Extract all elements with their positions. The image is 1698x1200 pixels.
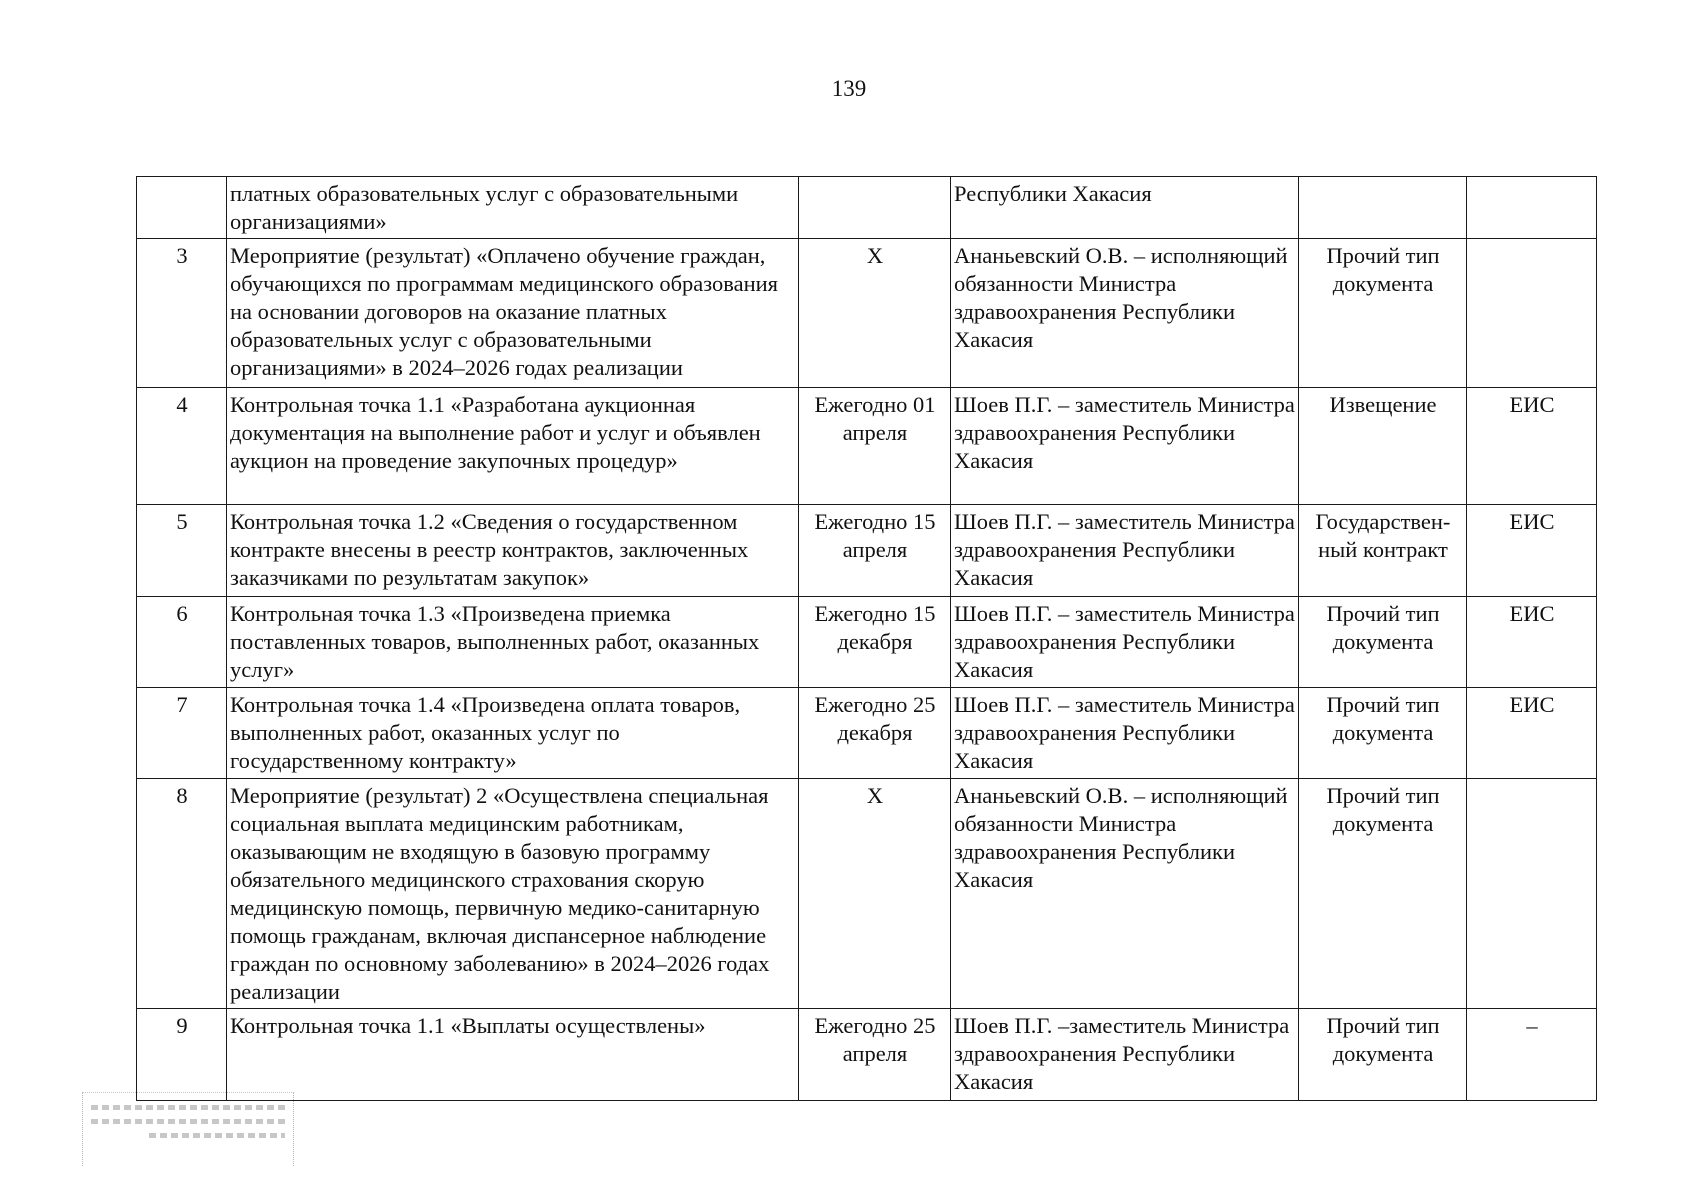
table-row: [137, 1009, 1597, 1101]
row-name: Контрольная точка 1.1 «Выплаты осуществлены»: [227, 1009, 799, 1101]
row-responsible: Шоев П.Г. –заместитель Министра здравоохранения Республики Хакасия: [951, 1009, 1299, 1101]
row-number: 6: [137, 597, 227, 688]
faded-stamp: [82, 1092, 294, 1166]
row-system: [1467, 239, 1597, 388]
table-row: [137, 177, 1597, 239]
row-name: Мероприятие (результат) 2 «Осуществлена специальная социальная выплата медицинским работникам, оказывающим не входящую в базовую программу обязательного медицинского страхования скорую медицинскую помощь, первичную медико-санитарную помощь гражданам, включая диспансерное наблюдение граждан по основному заболеванию» в 2024–2026 годах реализации: [227, 779, 799, 1009]
row-term: Ежегодно 01 апреля: [799, 388, 951, 505]
table-row: [137, 505, 1597, 597]
row-name: Контрольная точка 1.2 «Сведения о государственном контракте внесены в реестр контрактов, заключенных заказчиками по результатам закупок»: [227, 505, 799, 597]
stamp-line: [91, 1105, 285, 1110]
row-responsible: Шоев П.Г. – заместитель Министра здравоохранения Республики Хакасия: [951, 688, 1299, 779]
row-system: ЕИС: [1467, 688, 1597, 779]
row-responsible: Ананьевский О.В. – исполняющий обязанности Министра здравоохранения Республики Хакасия: [951, 239, 1299, 388]
row-responsible: Республики Хакасия: [951, 177, 1299, 239]
row-system: [1467, 779, 1597, 1009]
row-system: [1467, 177, 1597, 239]
row-term: X: [799, 779, 951, 1009]
row-doc-type: [1299, 177, 1467, 239]
row-number: 8: [137, 779, 227, 1009]
row-term: [799, 177, 951, 239]
row-number: [137, 177, 227, 239]
row-responsible: Шоев П.Г. – заместитель Министра здравоохранения Республики Хакасия: [951, 388, 1299, 505]
row-system: ЕИС: [1467, 388, 1597, 505]
row-name: Мероприятие (результат) «Оплачено обучение граждан, обучающихся по программам медицинского образования на основании договоров на оказание платных образовательных услуг с образовательными организациями» в 2024–2026 годах реализации: [227, 239, 799, 388]
table-row: [137, 597, 1597, 688]
row-name: Контрольная точка 1.3 «Произведена приемка поставленных товаров, выполненных работ, оказанных услуг»: [227, 597, 799, 688]
stamp-line: [91, 1119, 285, 1124]
row-system: ЕИС: [1467, 505, 1597, 597]
table-row: [137, 388, 1597, 505]
stamp-line: [149, 1133, 285, 1138]
row-doc-type: Государствен-ный контракт: [1299, 505, 1467, 597]
row-doc-type: Прочий тип документа: [1299, 597, 1467, 688]
row-number: 3: [137, 239, 227, 388]
row-number: 4: [137, 388, 227, 505]
table-row: [137, 779, 1597, 1009]
table-row: [137, 688, 1597, 779]
page-number: 139: [831, 76, 867, 101]
row-term: Ежегодно 15 декабря: [799, 597, 951, 688]
row-responsible: Шоев П.Г. – заместитель Министра здравоохранения Республики Хакасия: [951, 505, 1299, 597]
row-system: –: [1467, 1009, 1597, 1101]
row-name: Контрольная точка 1.1 «Разработана аукционная документация на выполнение работ и услуг и объявлен аукцион на проведение закупочных процедур»: [227, 388, 799, 505]
row-term: Ежегодно 25 декабря: [799, 688, 951, 779]
row-doc-type: Прочий тип документа: [1299, 688, 1467, 779]
row-number: 9: [137, 1009, 227, 1101]
row-system: ЕИС: [1467, 597, 1597, 688]
row-term: Ежегодно 25 апреля: [799, 1009, 951, 1101]
row-doc-type: Прочий тип документа: [1299, 239, 1467, 388]
row-name: Контрольная точка 1.4 «Произведена оплата товаров, выполненных работ, оказанных услуг по государственному контракту»: [227, 688, 799, 779]
table-row: [137, 239, 1597, 388]
row-doc-type: Прочий тип документа: [1299, 779, 1467, 1009]
row-name: платных образовательных услуг с образовательными организациями»: [227, 177, 799, 239]
row-responsible: Шоев П.Г. – заместитель Министра здравоохранения Республики Хакасия: [951, 597, 1299, 688]
row-number: 7: [137, 688, 227, 779]
row-responsible: Ананьевский О.В. – исполняющий обязанности Министра здравоохранения Республики Хакасия: [951, 779, 1299, 1009]
row-term: X: [799, 239, 951, 388]
row-number: 5: [137, 505, 227, 597]
row-term: Ежегодно 15 апреля: [799, 505, 951, 597]
activities-table: [136, 176, 1597, 1101]
row-doc-type: Прочий тип документа: [1299, 1009, 1467, 1101]
row-doc-type: Извещение: [1299, 388, 1467, 505]
